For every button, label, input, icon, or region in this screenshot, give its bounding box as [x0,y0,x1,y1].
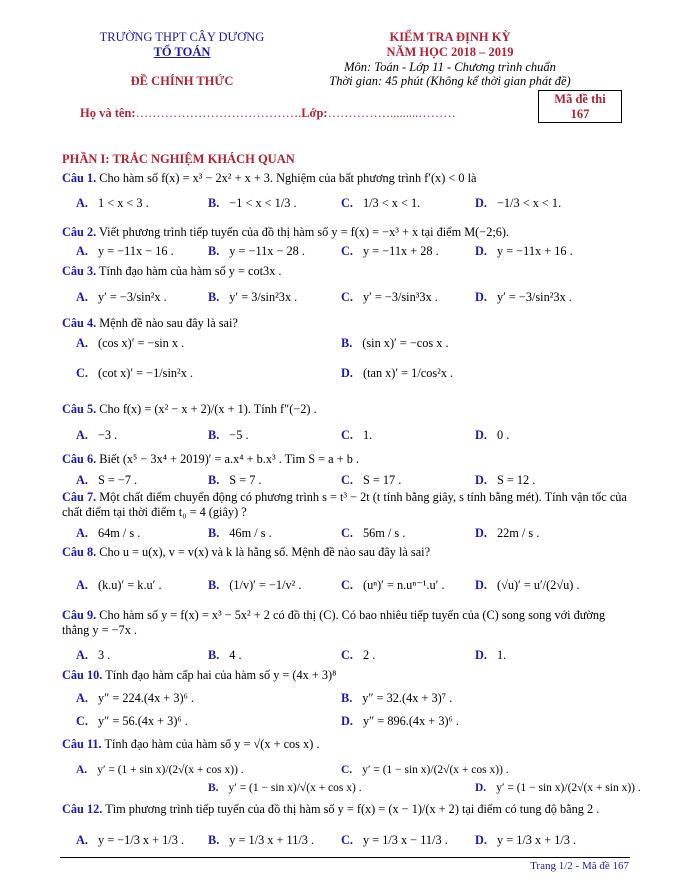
section-title: PHẦN I: TRẮC NGHIỆM KHÁCH QUAN [62,152,295,166]
q8-option-a[interactable]: A. (k.u)′ = k.u′ . [76,578,162,592]
q12-option-a[interactable]: A. y = −1/3 x + 1/3 . [76,833,185,847]
q2-option-a[interactable]: A. y = −11x − 16 . [76,244,174,258]
q5-option-d[interactable]: D. 0 . [475,428,510,442]
exam-code-box [538,90,622,123]
question-2: Câu 2. Viết phương trình tiếp tuyến của đồ thị hàm số y = f(x) = −x³ + x tại điểm M(−2;6). [62,225,510,239]
q11-option-d[interactable]: D. y′ = (1 − sin x)/(2√(x + sin x)) . [475,782,641,794]
q11-option-b[interactable]: B. y′ = (1 − sin x)/√(x + cos x) . [208,782,362,794]
q7-option-a[interactable]: A. 64m / s . [76,526,141,540]
q5-option-c[interactable]: C. 1. [341,428,373,442]
q12-option-c[interactable]: C. y = 1/3 x − 11/3 . [341,833,448,847]
q3-option-b[interactable]: B. y′ = 3/sin²3x . [208,290,298,304]
q1-option-a[interactable]: A. 1 < x < 3 . [76,196,149,210]
q9-option-b[interactable]: B. 4 . [208,648,242,662]
q4-option-c[interactable]: C. (cot x)′ = −1/sin²x . [76,366,194,380]
q9-option-a[interactable]: A. 3 . [76,648,111,662]
class-label: Lớp: [301,106,328,120]
q8-option-d[interactable]: D. (√u)′ = u′/(2√u) . [475,578,580,592]
q8-option-b[interactable]: B. (1/v)′ = −1/v² . [208,578,302,592]
group-name: TỔ TOÁN [153,45,211,59]
q4-option-b[interactable]: B. (sin x)′ = −cos x . [341,336,449,350]
q7-option-b[interactable]: B. 46m / s . [208,526,272,540]
q5-option-a[interactable]: A. −3 . [76,428,118,442]
name-dots: …………………………………. [135,106,302,120]
q1-option-c[interactable]: C. 1/3 < x < 1. [341,196,421,210]
q12-option-d[interactable]: D. y = 1/3 x + 1/3 . [475,833,577,847]
q10-option-a[interactable]: A. y″ = 224.(4x + 3)⁶ . [76,691,194,705]
question-11: Câu 11. Tính đạo hàm của hàm số y = √(x + cos x) . [62,737,320,751]
q11-option-a[interactable]: A. y′ = (1 + sin x)/(2√(x + cos x)) . [76,764,244,776]
question-6: Câu 6. Biết (x⁵ − 3x⁴ + 2019)′ = a.x⁴ + b.x³ . Tìm S = a + b . [62,452,359,466]
q10-option-c[interactable]: C. y″ = 56.(4x + 3)⁶ . [76,714,188,728]
exam-time: Thời gian: 45 phút (Không kể thời gian phát đề) [329,74,571,88]
question-10: Câu 10. Tính đạo hàm cấp hai của hàm số y = (4x + 3)⁸ [62,668,337,682]
q2-option-b[interactable]: B. y = −11x − 28 . [208,244,305,258]
q4-option-d[interactable]: D. (tan x)′ = 1/cos²x . [341,366,454,380]
question-label: Câu 1. [62,171,97,185]
student-info-line [80,106,456,121]
q6-option-d[interactable]: D. S = 12 . [475,473,536,487]
q1-option-d[interactable]: D. −1/3 < x < 1. [475,196,562,210]
q8-option-c[interactable]: C. (uⁿ)′ = n.uⁿ⁻¹.u′ . [341,578,445,592]
footer-divider [60,857,630,858]
q7-option-c[interactable]: C. 56m / s . [341,526,406,540]
school-name: TRƯỜNG THPT CÂY DƯƠNG [99,30,265,44]
page-footer: Trang 1/2 - Mã đề 167 [530,860,629,872]
q3-option-a[interactable]: A. y′ = −3/sin²x . [76,290,167,304]
name-label: Họ và tên: [80,106,136,120]
q4-option-a[interactable]: A. (cos x)′ = −sin x . [76,336,185,350]
q9-option-c[interactable]: C. 2 . [341,648,376,662]
q6-option-b[interactable]: B. S = 7 . [208,473,262,487]
q3-option-c[interactable]: C. y′ = −3/sin³3x . [341,290,438,304]
question-4: Câu 4. Mệnh đề nào sau đây là sai? [62,316,238,330]
q12-option-b[interactable]: B. y = 1/3 x + 11/3 . [208,833,315,847]
exam-code: 167 [570,107,590,121]
question-12: Câu 12. Tìm phương trình tiếp tuyến của đồ thị hàm số y = f(x) = (x − 1)/(x + 2) tại điểm có tung độ bằng 2 . [62,802,600,816]
q11-option-c[interactable]: C. y′ = (1 − sin x)/(2√(x + cos x)) . [341,764,509,776]
class-dots: …………….........……… [327,106,456,120]
question-1 [62,171,632,186]
question-3: Câu 3. Tính đạo hàm của hàm số y = cot3x . [62,264,282,278]
q2-option-c[interactable]: C. y = −11x + 28 . [341,244,439,258]
q7-option-d[interactable]: D. 22m / s . [475,526,540,540]
official-label: ĐỀ CHÍNH THỨC [130,74,234,88]
question-8: Câu 8. Cho u = u(x), v = v(x) và k là hằng số. Mệnh đề nào sau đây là sai? [62,545,431,559]
q5-option-b[interactable]: B. −5 . [208,428,249,442]
q6-option-c[interactable]: C. S = 17 . [341,473,402,487]
exam-title: KIỂM TRA ĐỊNH KỲ [389,30,511,44]
question-text: Cho hàm số f(x) = x³ − 2x² + x + 3. Nghiệm của bất phương trình f′(x) < 0 là [99,171,477,185]
exam-code-label: Mã đề thi [554,92,606,106]
exam-subject: Môn: Toán - Lớp 11 - Chương trình chuẩn [344,60,556,74]
q10-option-d[interactable]: D. y″ = 896.(4x + 3)⁶ . [341,714,459,728]
q9-option-d[interactable]: D. 1. [475,648,507,662]
question-9: Câu 9. Cho hàm số y = f(x) = x³ − 5x² + 2 có đồ thị (C). Có bao nhiêu tiếp tuyến của (C) song song với đường thẳng y = −7x . [62,608,606,637]
exam-year: NĂM HỌC 2018 – 2019 [386,45,514,59]
q3-option-d[interactable]: D. y′ = −3/sin²3x . [475,290,572,304]
question-7: Câu 7. Một chất điểm chuyển động có phương trình s = t³ − 2t (t tính bằng giây, s tính bằng mét). Tính vận tốc của chất điểm tại thời điểm t₀ = 4 (giây) ? [62,490,627,519]
q10-option-b[interactable]: B. y″ = 32.(4x + 3)⁷ . [341,691,453,705]
question-5: Câu 5. Cho f(x) = (x² − x + 2)/(x + 1). Tính f″(−2) . [62,402,317,416]
q6-option-a[interactable]: A. S = −7 . [76,473,138,487]
q1-option-b[interactable]: B. −1 < x < 1/3 . [208,196,297,210]
q2-option-d[interactable]: D. y = −11x + 16 . [475,244,573,258]
